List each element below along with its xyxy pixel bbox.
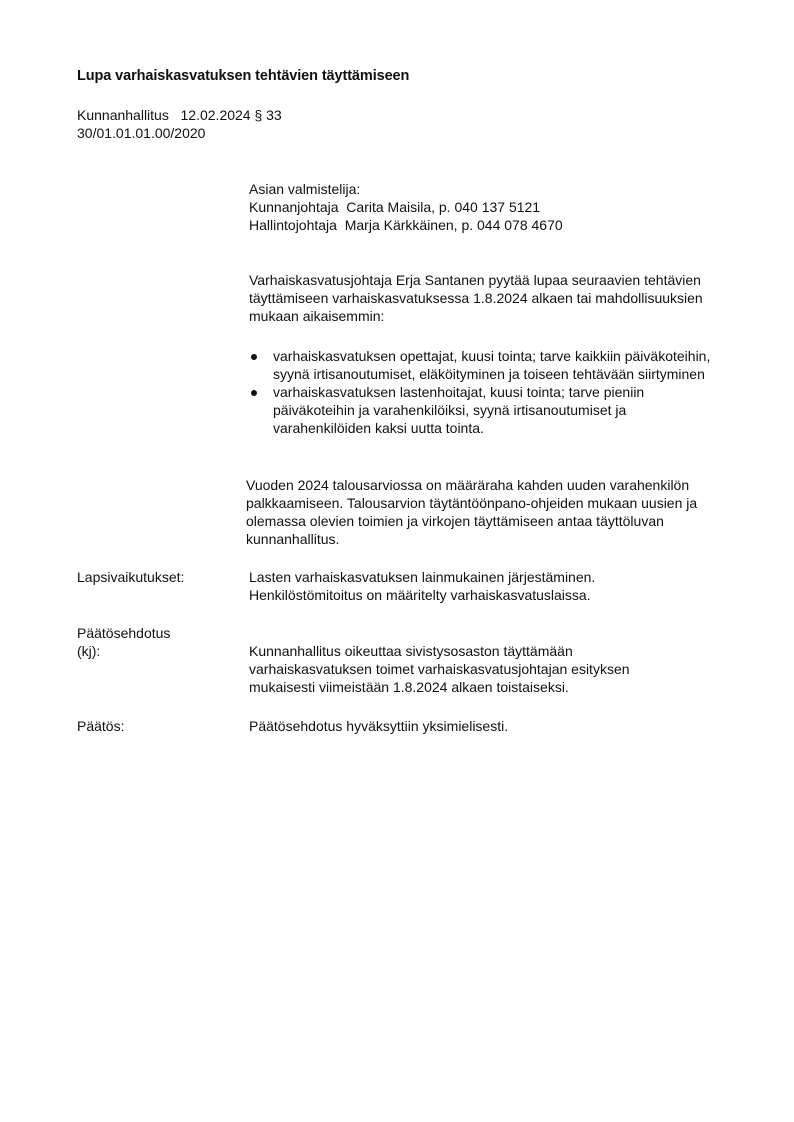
record-number: 30/01.01.01.00/2020	[77, 125, 206, 141]
list-item: varhaiskasvatuksen opettajat, kuusi tointa; tarve kaikkiin päiväkoteihin, syynä irtisanoutumiset, eläköityminen ja toiseen tehtävään siirtyminen	[249, 347, 715, 383]
bullet-icon	[251, 390, 257, 396]
preparers-heading: Asian valmistelija:	[249, 181, 361, 197]
preparer-line: Kunnanjohtaja Carita Maisila, p. 040 137 5121	[249, 199, 541, 215]
list-item: varhaiskasvatuksen lastenhoitajat, kuusi tointa; tarve pieniin päiväkoteihin ja varahenkilöiksi, syynä irtisanoutumiset ja varahenkilöiden kaksi uutta tointa.	[249, 383, 715, 437]
budget-note: Vuoden 2024 talousarviossa on määräraha kahden uuden varahenkilön palkkaamiseen. Talousarvion täytäntöönpano-ohjeiden mukaan uusien ja olemassa olevien toimien ja virkojen täyttämiseen antaa täyttöluvan kunnanhallitus.	[246, 477, 698, 547]
preparers-section	[249, 180, 729, 234]
meeting-info	[77, 106, 282, 142]
child-impact-text: Lasten varhaiskasvatuksen lainmukainen järjestäminen. Henkilöstömitoitus on määritelty varhaiskasvatuslaissa.	[249, 569, 596, 603]
proposal-label: Päätösehdotus (kj):	[77, 625, 171, 659]
preparer-line: Hallintojohtaja Marja Kärkkäinen, p. 044 078 4670	[249, 217, 563, 233]
document-title: Lupa varhaiskasvatuksen tehtävien täyttämiseen	[77, 68, 410, 84]
proposal-text: Kunnanhallitus oikeuttaa sivistysosaston täyttämään varhaiskasvatuksen toimet varhaiskasvatusjohtajan esityksen mukaisesti viimeistään 1.8.2024 alkaen toistaiseksi.	[249, 643, 630, 695]
position-list	[249, 347, 715, 437]
meeting-line: Kunnanhallitus 12.02.2024 § 33	[77, 107, 282, 123]
bullet-icon	[251, 354, 257, 360]
request-intro: Varhaiskasvatusjohtaja Erja Santanen pyytää lupaa seuraavien tehtävien täyttämiseen varhaiskasvatuksessa 1.8.2024 alkaen tai mahdollisuuksien mukaan aikaisemmin:	[249, 272, 703, 324]
child-impact-label: Lapsivaikutukset:	[77, 569, 185, 585]
decision-label: Päätös:	[77, 718, 125, 734]
decision-text: Päätösehdotus hyväksyttiin yksimielisesti.	[249, 718, 509, 734]
